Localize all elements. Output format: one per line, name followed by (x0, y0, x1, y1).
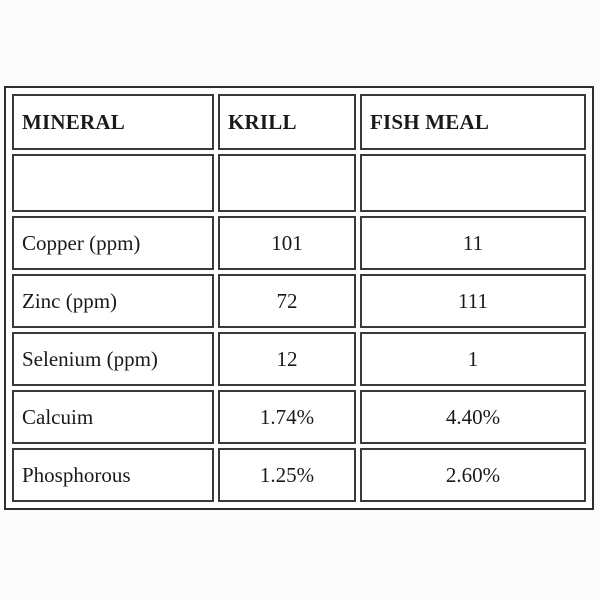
table-row (12, 390, 586, 444)
krill-cell: 1.25% (218, 448, 356, 502)
mineral-cell: Calcuim (12, 390, 214, 444)
blank-row (12, 154, 586, 212)
mineral-cell: Copper (ppm) (12, 216, 214, 270)
krill-cell: 12 (218, 332, 356, 386)
mineral-cell: Selenium (ppm) (12, 332, 214, 386)
blank-cell (218, 154, 356, 212)
mineral-comparison-table-frame (4, 86, 594, 510)
table-row (12, 216, 586, 270)
krill-cell: 72 (218, 274, 356, 328)
blank-cell (12, 154, 214, 212)
fish-meal-cell: 4.40% (360, 390, 586, 444)
krill-cell: 101 (218, 216, 356, 270)
header-krill: KRILL (218, 94, 356, 150)
fish-meal-cell: 1 (360, 332, 586, 386)
mineral-cell: Zinc (ppm) (12, 274, 214, 328)
fish-meal-cell: 2.60% (360, 448, 586, 502)
krill-cell: 1.74% (218, 390, 356, 444)
table-row (12, 332, 586, 386)
blank-cell (360, 154, 586, 212)
fish-meal-cell: 111 (360, 274, 586, 328)
fish-meal-cell: 11 (360, 216, 586, 270)
header-fish-meal: FISH MEAL (360, 94, 586, 150)
mineral-comparison-table (8, 90, 590, 506)
table-row (12, 274, 586, 328)
mineral-cell: Phosphorous (12, 448, 214, 502)
table-row (12, 448, 586, 502)
table-header-row (12, 94, 586, 150)
header-mineral: MINERAL (12, 94, 214, 150)
